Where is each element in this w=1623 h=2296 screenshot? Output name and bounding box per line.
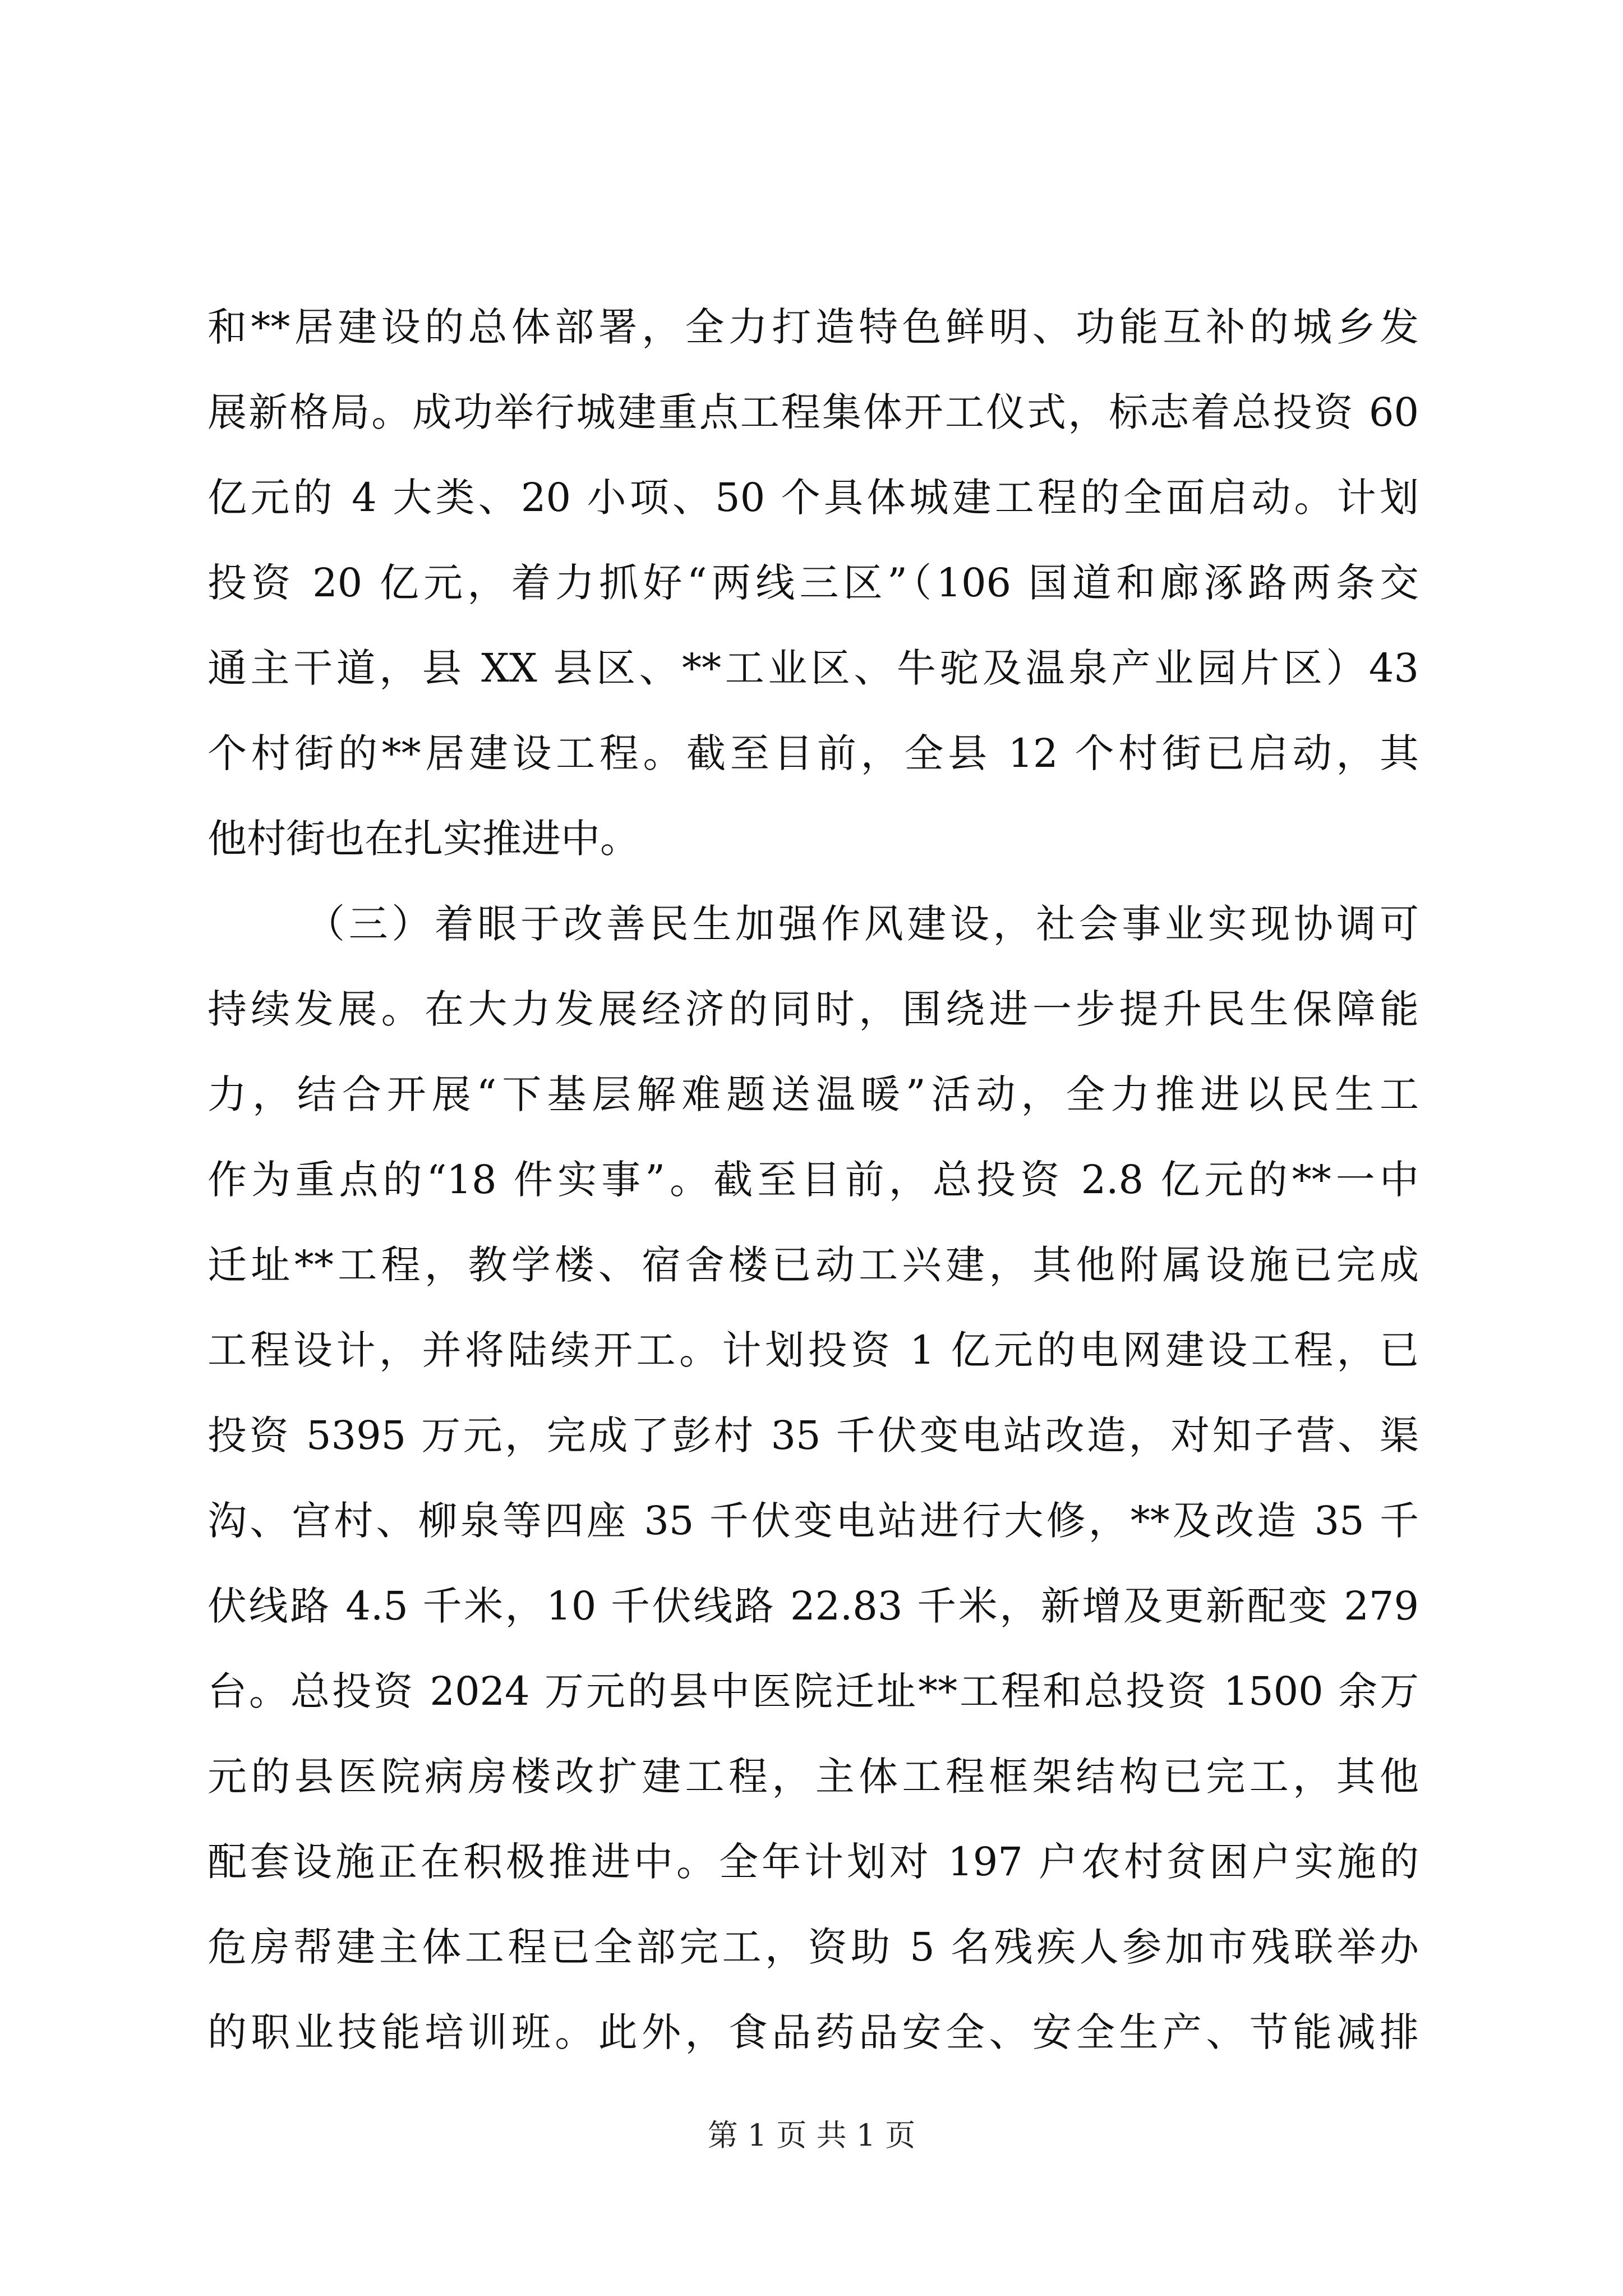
text-line: 个村街的**居建设工程。截至目前，全县 12 个村街已启动，其 — [208, 730, 1419, 776]
text-line: 通主干道，县 XX 县区、**工业区、牛驼及温泉产业园片区）43 — [208, 645, 1419, 691]
text-line: 配套设施正在积极推进中。全年计划对 197 户农村贫困户实施的 — [208, 1839, 1419, 1885]
page-footer: 第 1 页 共 1 页 — [707, 2118, 916, 2153]
text-line: 亿元的 4 大类、20 小项、50 个具体城建工程的全面启动。计划 — [208, 475, 1419, 521]
text-line: 台。总投资 2024 万元的县中医院迁址**工程和总投资 1500 余万 — [208, 1668, 1419, 1714]
text-line: 投资 5395 万元，完成了彭村 35 千伏变电站改造，对知子营、渠 — [208, 1412, 1419, 1458]
text-line: 迁址**工程，教学楼、宿舍楼已动工兴建，其他附属设施已完成 — [208, 1242, 1419, 1288]
text-line: 和**居建设的总体部署，全力打造特色鲜明、功能互补的城乡发 — [208, 304, 1419, 350]
text-line: 力，结合开展“下基层解难题送温暖”活动，全力推进以民生工 — [208, 1071, 1419, 1117]
text-line: 沟、宫村、柳泉等四座 35 千伏变电站进行大修，**及改造 35 千 — [208, 1498, 1419, 1544]
text-line: 持续发展。在大力发展经济的同时，围绕进一步提升民生保障能 — [208, 986, 1419, 1032]
text-line: 投资 20 亿元，着力抓好“两线三区”（106 国道和廊涿路两条交 — [208, 560, 1419, 606]
text-line: 展新格局。成功举行城建重点工程集体开工仪式，标志着总投资 60 — [208, 389, 1419, 435]
text-line: 工程设计，并将陆续开工。计划投资 1 亿元的电网建设工程，已 — [208, 1327, 1419, 1373]
text-line: 伏线路 4.5 千米，10 千伏线路 22.83 千米，新增及更新配变 279 — [208, 1583, 1419, 1629]
text-line: 他村街也在扎实推进中。 — [208, 816, 639, 862]
section-heading-line: （三）着眼于改善民生加强作风建设，社会事业实现协调可 — [306, 901, 1419, 947]
text-line: 的职业技能培训班。此外，食品药品安全、安全生产、节能减排 — [208, 2009, 1419, 2055]
text-line: 作为重点的“18 件实事”。截至目前，总投资 2.8 亿元的**一中 — [208, 1157, 1419, 1203]
text-line: 元的县医院病房楼改扩建工程，主体工程框架结构已完工，其他 — [208, 1754, 1419, 1800]
text-line: 危房帮建主体工程已全部完工，资助 5 名残疾人参加市残联举办 — [208, 1924, 1419, 1970]
